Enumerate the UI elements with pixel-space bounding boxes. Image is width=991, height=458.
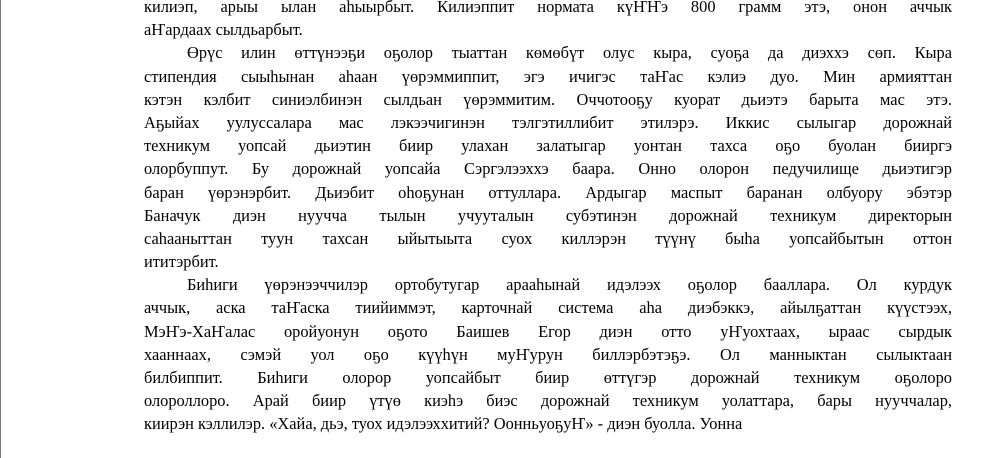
text-line: Баначук диэн нуучча тылын учууталын субэтинэн дорожнай техникум директорын <box>144 205 952 225</box>
text-line: МэҤэ-ХаҤалас оройуонун оҕото Баишев Егор диэн отто уҤуохтаах, ыраас сырдык <box>144 321 952 341</box>
text-line: аччык, аска таҤаска тиийиммэт, карточнай система аһа диэбэккэ, айылҕаттан күүстээх, <box>144 298 952 318</box>
document-text-body <box>144 0 952 436</box>
text-line: хааннаах, сэмэй уол оҕо күүһүн муҤурун биллэрбэтэҕэ. Ол манныктан сылыктаан <box>144 344 952 364</box>
text-line: стипендия сыыһынан аһаан үөрэммиппит, эгэ ичигэс таҤас кэлиэ дуо. Мин армияттан <box>144 66 952 86</box>
text-line: ититэрбит. <box>144 252 219 272</box>
text-line: килиэп, арыы ылан аһыырбыт. Килиэппит нормата күҤҤэ 800 грамм этэ, онон аччык <box>144 0 952 16</box>
paragraph <box>144 273 952 435</box>
text-line: кэтэн кэлбит синиэлбинэн сылдьан үөрэммитим. Оччотооҕу куорат дьиэтэ барыта мас этэ. <box>144 89 952 109</box>
text-line: баран үөрэнэрбит. Дьиэбит оһоҕунан оттуллара. Ардыгар маспыт баранан олбуору эбэтэр <box>144 182 952 202</box>
text-line: аҤардаах сылдьарбыт. <box>144 20 303 40</box>
text-line: билбиппит. Биһиги олорор уопсайбыт биир өттүгэр дорожнай техникум оҕолоро <box>144 368 952 387</box>
text-line: Аҕыйах уулуссалара мас лэкээчигинэн тэлгэтиллибит этилэрэ. Иккис сылыгар дорожнай <box>144 112 952 132</box>
paragraph <box>144 41 952 273</box>
text-line: Өрүс илин өттүнээҕи оҕолор тыаттан көмөбүт олус кыра, суоҕа да диэххэ сөп. Кыра <box>187 43 952 63</box>
text-line: саһааныттан туун тахсан ыйытыыта суох киллэрэн түүнү быһа уопсайбытын оттон <box>144 228 952 248</box>
text-line: олорбуппут. Бу дорожнай уопсайа Сэргэлээххэ баара. Онно олорон педучилище дьиэтигэр <box>144 159 952 179</box>
text-line: киирэн кэллилэр. «Хайа, дьэ, туох идэлээххитий? ОонньуоҕуҤ» - диэн буолла. Уонна <box>144 414 743 434</box>
page-left-border <box>0 0 1 458</box>
paragraph <box>144 0 952 41</box>
text-line: техникум уопсай дьиэтин биир улахан залатыгар уонтан тахса оҕо буолан бииргэ <box>144 136 952 156</box>
text-line: олороллоро. Арай биир үтүө киэһэ биэс дорожнай техникум уолаттара, бары нууччалар, <box>144 391 952 411</box>
text-line: Биһиги үөрэнээччилэр ортобутугар арааһынай идэлээх оҕолор баалларa. Ол курдук <box>187 275 952 295</box>
